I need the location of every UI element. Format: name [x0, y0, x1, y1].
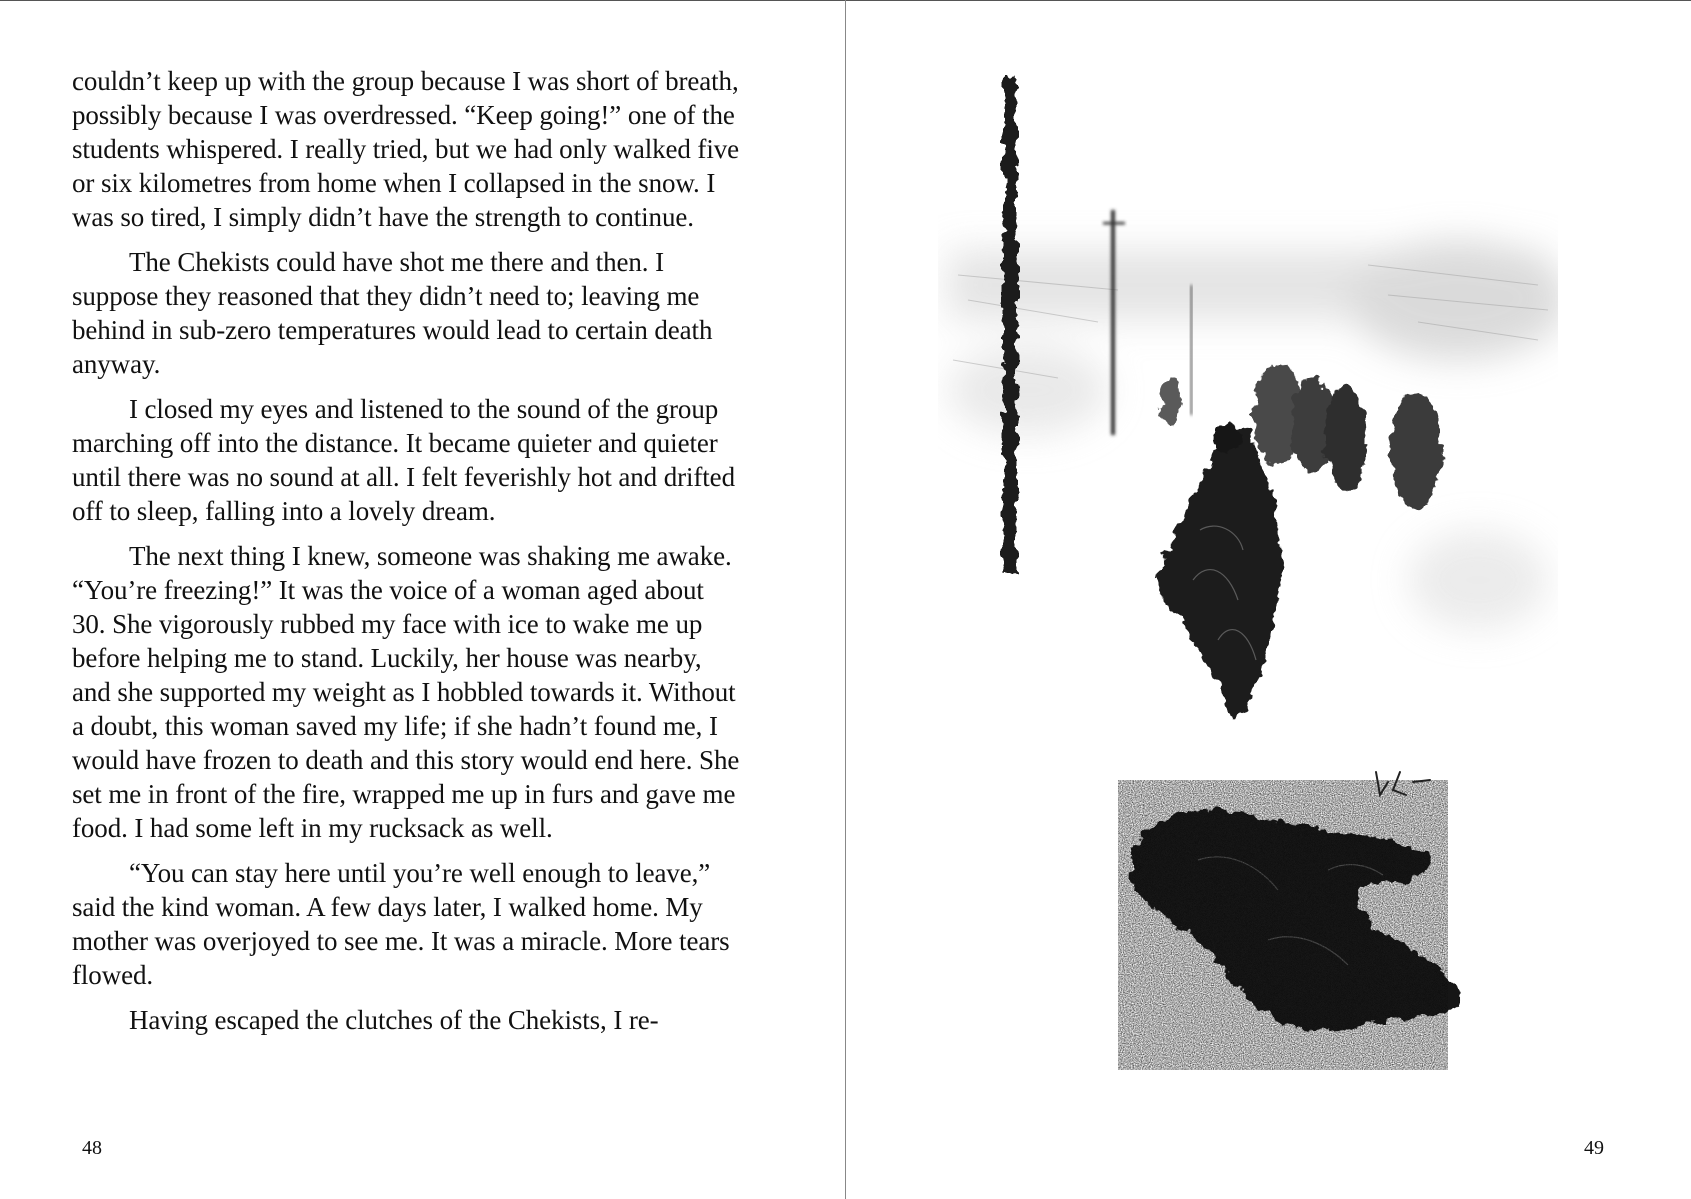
right-page	[846, 0, 1691, 1199]
paragraph: The Chekists could have shot me there and then. I suppose they reasoned that they didn’t need to; leaving me behind in sub-zero temperatures would lead to certain death anyway.	[72, 247, 713, 379]
paragraph: The next thing I knew, someone was shaking me awake. “You’re freezing!” It was the voice of a woman aged about 30. She vigorously rubbed my face with ice to wake me up before helping me to stand. Luckily, her house was nearby, and she supported my weight as I hobbled towards it. Without a doubt, this woman saved my life; if she hadn’t found me, I would have frozen to death and this story would end here. She set me in front of the fire, wrapped me up in furs and gave me food. I had some left in my rucksack as well.	[72, 541, 740, 843]
snow-march-illustration	[938, 60, 1558, 1140]
telegraph-pole-mid	[1103, 210, 1125, 435]
telegraph-pole-far	[1190, 285, 1193, 415]
body-text	[72, 64, 742, 1048]
paragraph: I closed my eyes and listened to the sound of the group marching off into the distance. It became quieter and quieter until there was no sound at all. I felt feverishly hot and drifted off to sleep, falling into a lovely dream.	[72, 394, 735, 526]
snow-splatter	[1118, 780, 1448, 1070]
walking-figure	[1159, 424, 1282, 717]
page-number-right: 49	[1584, 1137, 1604, 1159]
paragraph: Having escaped the clutches of the Chekists, I re-	[129, 1005, 659, 1035]
page-number-left: 48	[82, 1137, 102, 1159]
paragraph: couldn’t keep up with the group because I was short of breath, possibly because I was overdressed. “Keep going!” one of the students whispered. I really tried, but we had only walked five or six kilometres from home when I collapsed in the snow. I was so tired, I simply didn’t have the strength to continue.	[72, 66, 740, 232]
left-page	[0, 0, 845, 1199]
telegraph-pole-near	[1003, 74, 1017, 574]
paragraph: “You can stay here until you’re well enough to leave,” said the kind woman. A few days later, I walked home. My mother was overjoyed to see me. It was a miracle. More tears flowed.	[72, 858, 730, 990]
